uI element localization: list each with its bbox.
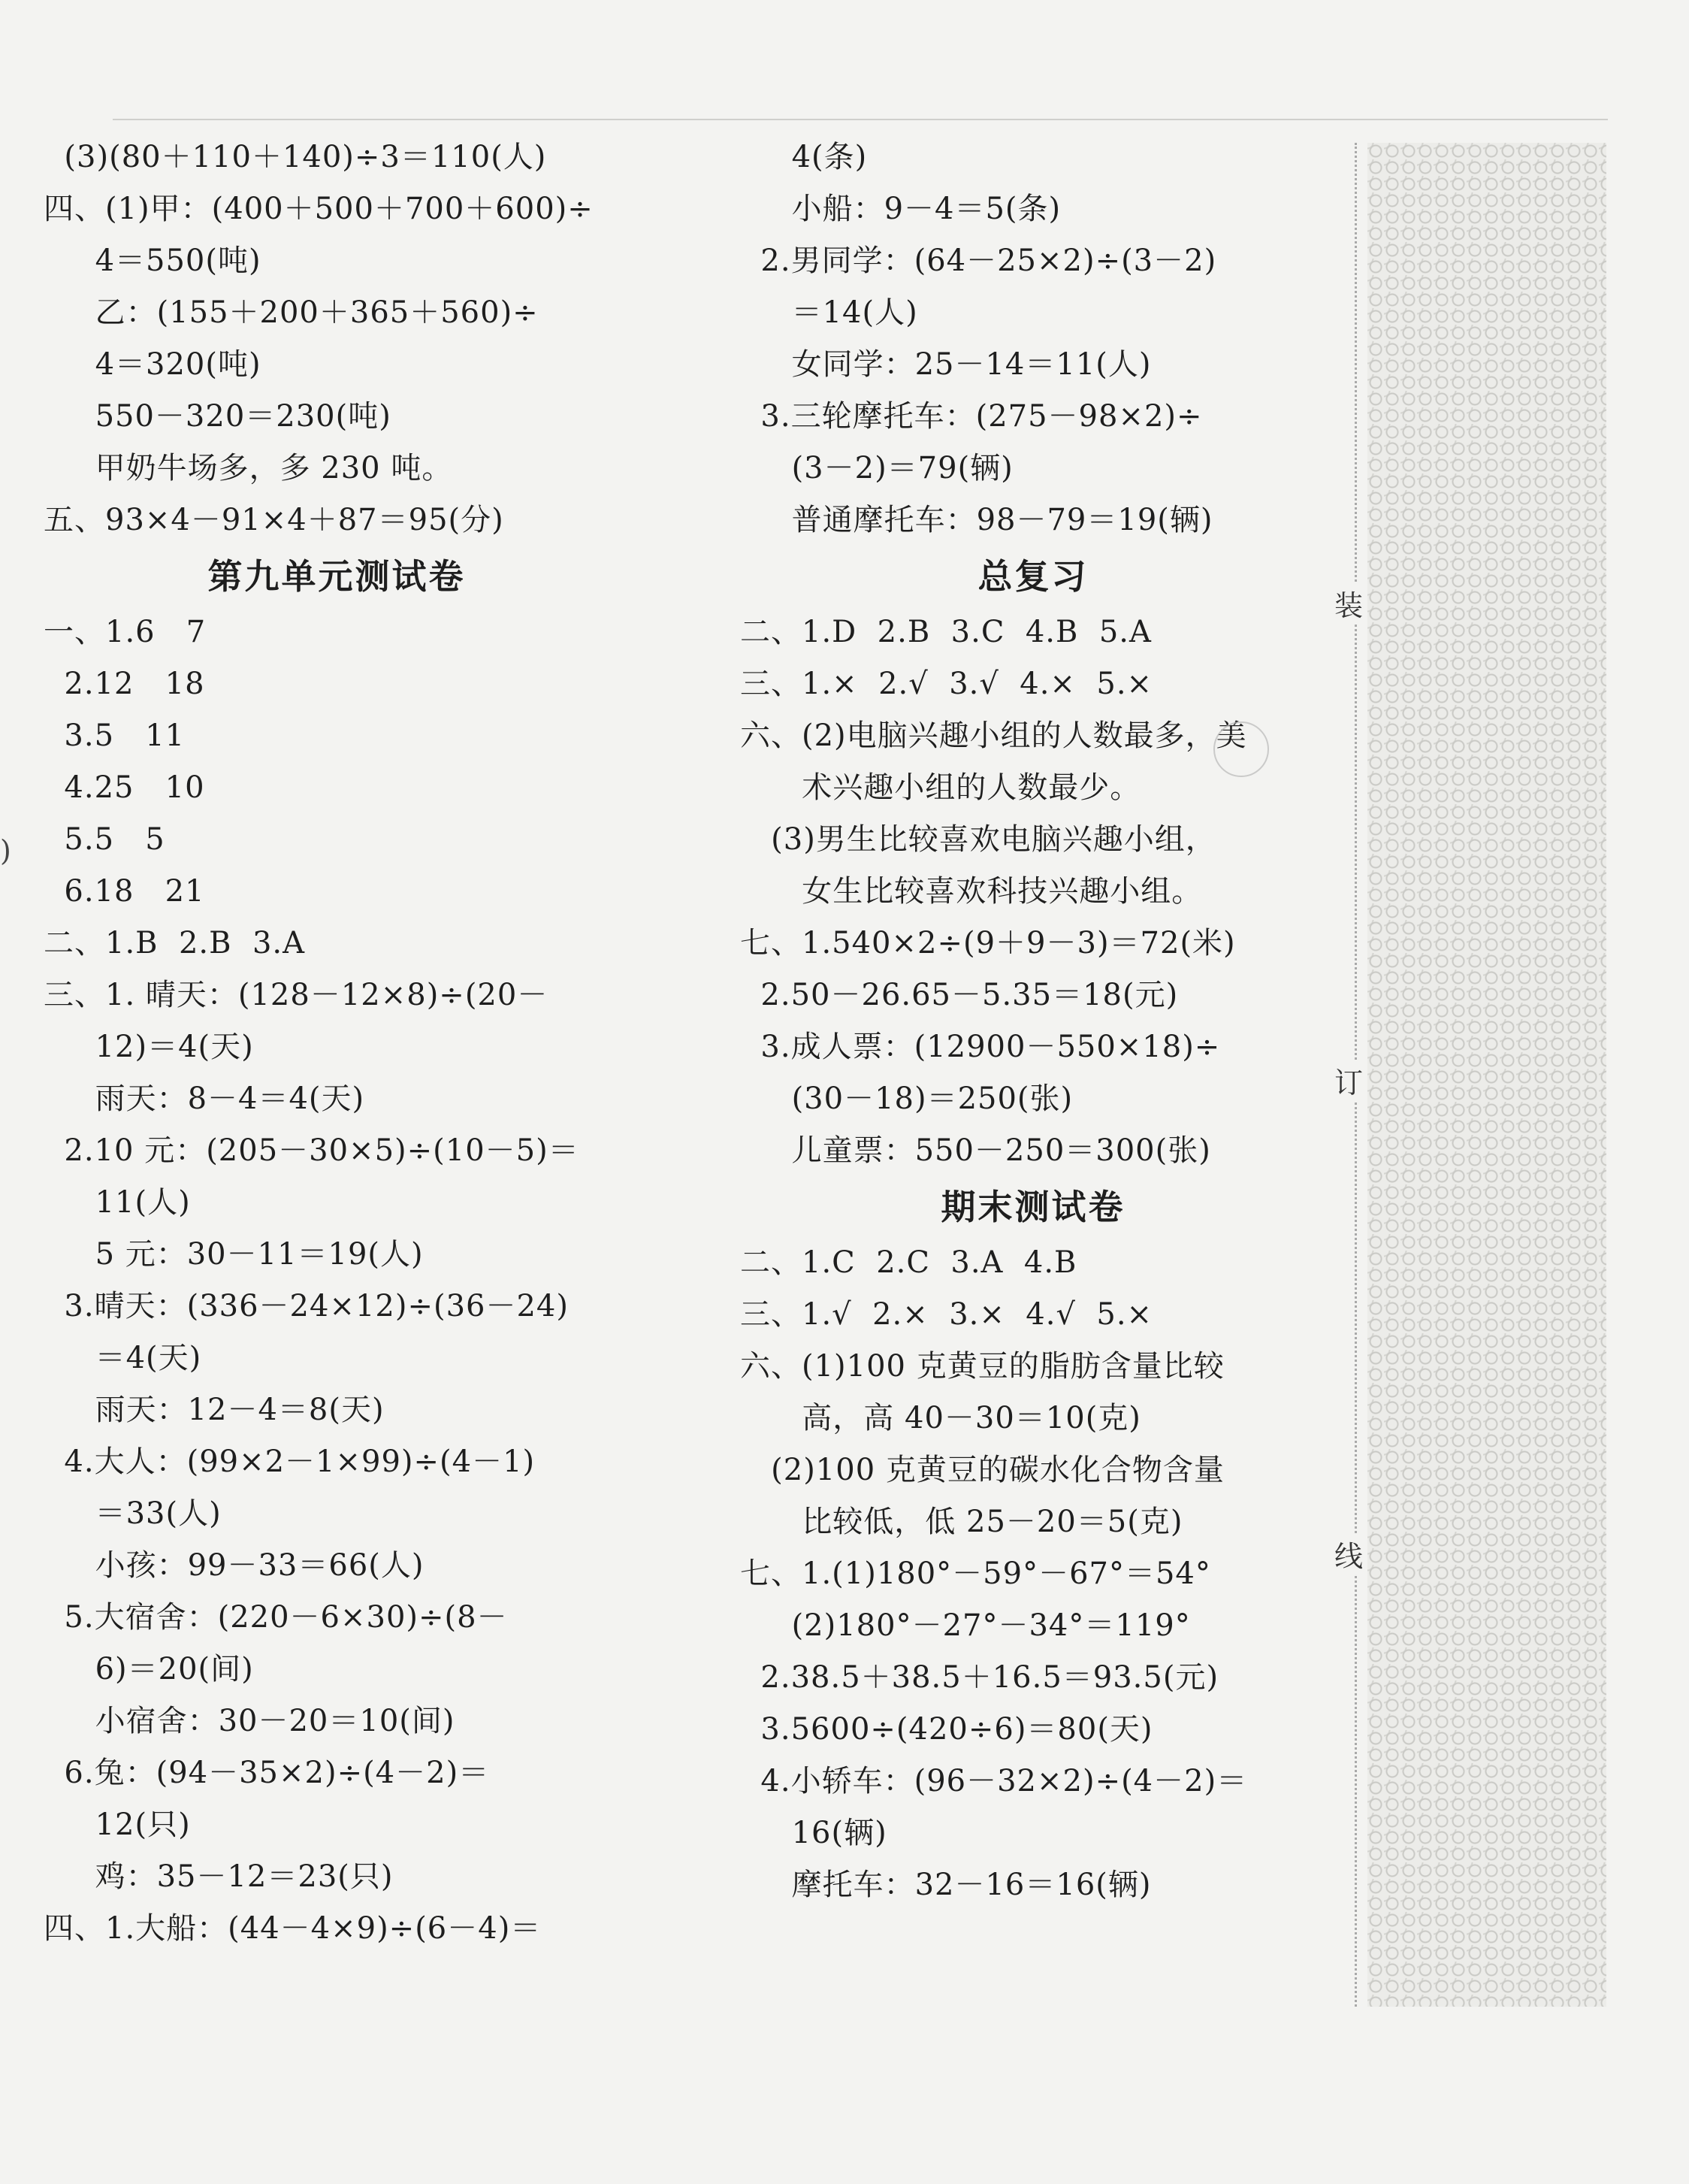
answer-line: (30－18)＝250(张) [740, 1081, 1074, 1116]
answer-line: 6.18 21 [44, 874, 205, 909]
answer-line: (3)男生比较喜欢电脑兴趣小组， [740, 822, 1216, 857]
answer-line: 2.10 元：(205－30×5)÷(10－5)＝ [44, 1133, 579, 1168]
answer-line: 七、1.540×2÷(9＋9－3)＝72(米) [740, 926, 1236, 960]
answer-line: 雨天：8－4＝4(天) [44, 1081, 365, 1116]
answer-line: 3.5 11 [44, 718, 186, 753]
binding-label-zhuang: 装 [1334, 582, 1363, 624]
answer-line: 乙：(155＋200＋365＋560)÷ [44, 295, 539, 330]
answer-line: 三、1.× 2.√ 3.√ 4.× 5.× [740, 667, 1153, 701]
top-rule [113, 119, 1608, 120]
answer-line: 16(辆) [740, 1816, 887, 1850]
answer-line: 六、(1)100 克黄豆的脂肪含量比较 [740, 1349, 1225, 1384]
answer-line: 3.三轮摩托车：(275－98×2)÷ [740, 399, 1203, 434]
answer-line: (3)(80＋110＋140)÷3＝110(人) [44, 140, 547, 174]
answer-line: 四、1.大船：(44－4×9)÷(6－4)＝ [44, 1911, 542, 1946]
answer-line: 三、1.√ 2.× 3.× 4.√ 5.× [740, 1297, 1153, 1332]
answer-line: 二、1.D 2.B 3.C 4.B 5.A [740, 615, 1152, 649]
answer-line: 4.25 10 [44, 770, 205, 805]
section-heading: 总复习 [977, 556, 1089, 597]
answer-line: 七、1.(1)180°－59°－67°＝54° [740, 1556, 1211, 1591]
left-answer-column [44, 132, 630, 1955]
answer-line: 5.大宿舍：(220－6×30)÷(8－ [44, 1600, 508, 1635]
binding-pattern-strip [1367, 143, 1606, 2007]
answer-line: 甲奶牛场多，多 230 吨。 [44, 451, 453, 486]
answer-line: ＝14(人) [740, 295, 918, 330]
answer-line: 鸡：35－12＝23(只) [44, 1859, 394, 1894]
answer-line: 六、(2)电脑兴趣小组的人数最多，美 [740, 718, 1247, 753]
answer-line: 3.晴天：(336－24×12)÷(36－24) [44, 1289, 569, 1323]
answer-line: 12)＝4(天) [44, 1030, 254, 1064]
answer-line: 雨天：12－4＝8(天) [44, 1393, 385, 1427]
answer-line: 4(条) [740, 140, 868, 174]
answer-line: ＝33(人) [44, 1496, 222, 1531]
answer-line: 五、93×4－91×4＋87＝95(分) [44, 503, 504, 537]
answer-line: 4.大人：(99×2－1×99)÷(4－1) [44, 1444, 536, 1479]
answer-line: 二、1.B 2.B 3.A [44, 926, 306, 960]
answer-line: 6.兔：(94－35×2)÷(4－2)＝ [44, 1756, 490, 1790]
answer-line: 3.5600÷(420÷6)＝80(天) [740, 1712, 1153, 1747]
answer-line: 4＝320(吨) [44, 347, 261, 382]
answer-line: 术兴趣小组的人数最少。 [740, 770, 1141, 805]
answer-line: 4＝550(吨) [44, 244, 261, 278]
answer-line: 小孩：99－33＝66(人) [44, 1548, 425, 1583]
answer-line: 一、1.6 7 [44, 615, 207, 649]
answer-line: 5 元：30－11＝19(人) [44, 1237, 424, 1272]
answer-line: 5.5 5 [44, 822, 165, 857]
answer-line: 儿童票：550－250＝300(张) [740, 1133, 1211, 1168]
answer-line: 12(只) [44, 1807, 191, 1842]
answer-line: 二、1.C 2.C 3.A 4.B [740, 1245, 1077, 1280]
answer-line: 11(人) [44, 1185, 191, 1220]
binding-label-xian: 线 [1334, 1533, 1363, 1574]
answer-line: 4.小轿车：(96－32×2)÷(4－2)＝ [740, 1764, 1248, 1798]
answer-line: 6)＝20(间) [44, 1652, 254, 1686]
answer-line: 摩托车：32－16＝16(辆) [740, 1868, 1152, 1902]
answer-line: 女生比较喜欢科技兴趣小组。 [740, 874, 1203, 909]
answer-line: 2.12 18 [44, 667, 205, 701]
answer-line: (2)180°－27°－34°＝119° [740, 1608, 1191, 1643]
page-edge-mark: ) [0, 834, 11, 867]
stamp-mark [1213, 721, 1269, 777]
answer-line: 三、1. 晴天：(128－12×8)÷(20－ [44, 978, 548, 1012]
answer-line: 2.男同学：(64－25×2)÷(3－2) [740, 244, 1217, 278]
answer-line: 550－320＝230(吨) [44, 399, 391, 434]
section-heading: 期末测试卷 [941, 1187, 1125, 1227]
answer-line: 四、(1)甲：(400＋500＋700＋600)÷ [44, 192, 594, 226]
binding-label-ding: 订 [1334, 1060, 1363, 1101]
answer-line: 女同学：25－14＝11(人) [740, 347, 1152, 382]
answer-line: 小宿舍：30－20＝10(间) [44, 1704, 455, 1738]
answer-line: (2)100 克黄豆的碳水化合物含量 [740, 1453, 1225, 1487]
answer-line: 普通摩托车：98－79＝19(辆) [740, 503, 1213, 537]
answer-line: 2.38.5＋38.5＋16.5＝93.5(元) [740, 1660, 1219, 1695]
answer-line: 高，高 40－30＝10(克) [740, 1401, 1141, 1435]
answer-line: ＝4(天) [44, 1341, 202, 1375]
answer-line: 3.成人票：(12900－550×18)÷ [740, 1030, 1221, 1064]
answer-line: (3－2)＝79(辆) [740, 451, 1014, 486]
answer-line: 比较低，低 25－20＝5(克) [740, 1505, 1183, 1539]
right-answer-column [740, 132, 1326, 1911]
answer-line: 小船：9－4＝5(条) [740, 192, 1062, 226]
section-heading: 第九单元测试卷 [207, 556, 466, 597]
answer-line: 2.50－26.65－5.35＝18(元) [740, 978, 1179, 1012]
